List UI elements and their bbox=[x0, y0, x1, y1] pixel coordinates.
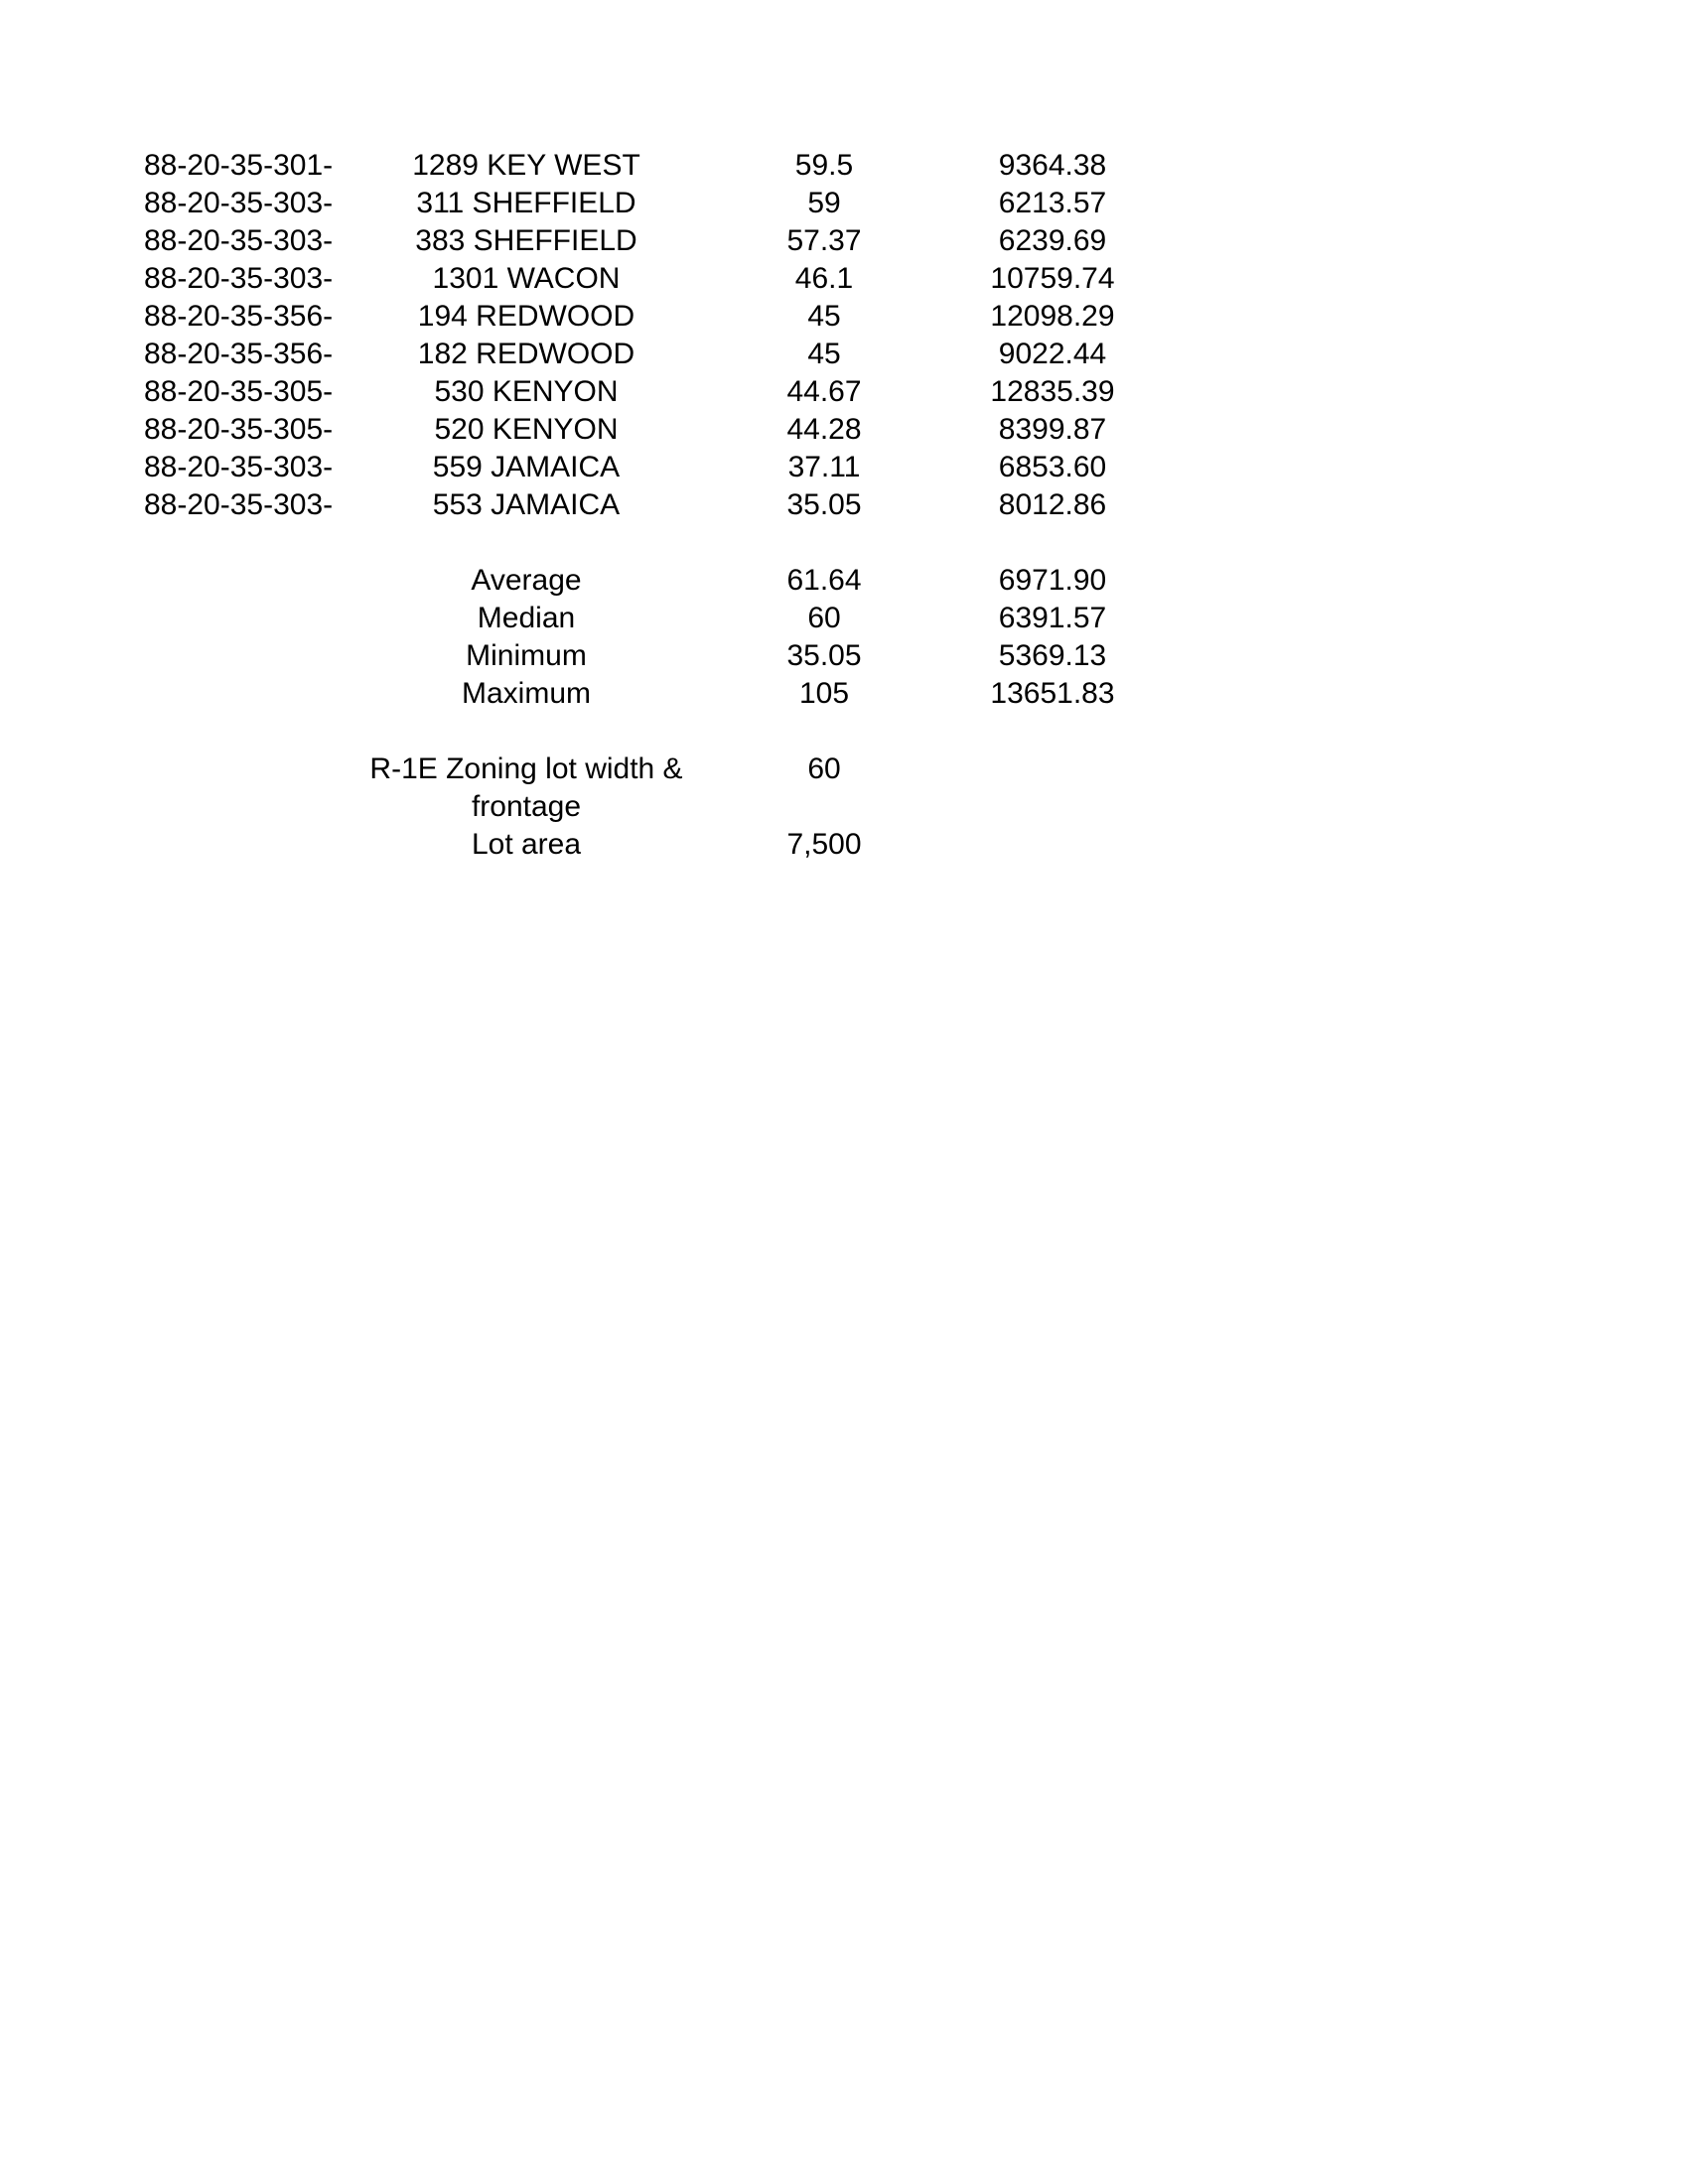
parcel-address: 182 REDWOOD bbox=[417, 338, 635, 370]
parcel-id: 88-20-35-356- bbox=[144, 338, 334, 370]
parcel-id: 88-20-35-303- bbox=[144, 187, 334, 219]
zoning-lot-area-row bbox=[0, 826, 1688, 864]
summary-row bbox=[0, 600, 1688, 637]
table-row bbox=[0, 298, 1688, 336]
table-row bbox=[0, 222, 1688, 260]
lot-area: 6853.60 bbox=[998, 451, 1107, 483]
parcel-address: 530 KENYON bbox=[434, 375, 619, 408]
table-row bbox=[0, 373, 1688, 411]
lot-width: 35.05 bbox=[786, 488, 862, 521]
lot-width: 45 bbox=[807, 338, 841, 370]
parcel-id: 88-20-35-303- bbox=[144, 451, 334, 483]
parcel-address: 559 JAMAICA bbox=[432, 451, 621, 483]
parcel-id: 88-20-35-305- bbox=[144, 413, 334, 446]
lot-width: 44.67 bbox=[786, 375, 862, 408]
lot-area: 12835.39 bbox=[990, 375, 1115, 408]
spacer-row bbox=[0, 524, 1688, 562]
summary-area: 6391.57 bbox=[998, 602, 1107, 634]
lot-width: 37.11 bbox=[787, 451, 861, 483]
summary-row bbox=[0, 562, 1688, 600]
parcel-address: 520 KENYON bbox=[434, 413, 619, 446]
summary-label: Maximum bbox=[461, 677, 591, 710]
table-row bbox=[0, 336, 1688, 373]
parcel-id: 88-20-35-356- bbox=[144, 300, 334, 333]
summary-area: 13651.83 bbox=[990, 677, 1115, 710]
spreadsheet-page bbox=[0, 147, 1688, 864]
parcel-id: 88-20-35-301- bbox=[144, 149, 334, 182]
lot-area: 12098.29 bbox=[990, 300, 1115, 333]
zoning-lot-area-value: 7,500 bbox=[786, 828, 862, 861]
zoning-lot-area-label: Lot area bbox=[471, 828, 582, 861]
lot-area: 9364.38 bbox=[998, 149, 1107, 182]
lot-width: 59.5 bbox=[794, 149, 854, 182]
parcel-address: 311 SHEFFIELD bbox=[416, 187, 636, 219]
summary-row bbox=[0, 675, 1688, 713]
lot-area: 10759.74 bbox=[990, 262, 1115, 295]
parcel-id: 88-20-35-305- bbox=[144, 375, 334, 408]
summary-label: Average bbox=[471, 564, 582, 597]
parcel-address: 1301 WACON bbox=[432, 262, 621, 295]
summary-width: 105 bbox=[798, 677, 850, 710]
table-row bbox=[0, 486, 1688, 524]
lot-width: 46.1 bbox=[794, 262, 854, 295]
summary-label: Minimum bbox=[466, 639, 587, 672]
summary-width: 61.64 bbox=[786, 564, 862, 597]
zoning-lot-width-value: 60 bbox=[807, 752, 841, 785]
parcel-id: 88-20-35-303- bbox=[144, 488, 334, 521]
parcel-id: 88-20-35-303- bbox=[144, 224, 334, 257]
lot-area: 8399.87 bbox=[998, 413, 1107, 446]
summary-area: 5369.13 bbox=[998, 639, 1107, 672]
parcel-address: 1289 KEY WEST bbox=[412, 149, 640, 182]
summary-row bbox=[0, 637, 1688, 675]
table-row bbox=[0, 147, 1688, 185]
table-row bbox=[0, 411, 1688, 449]
summary-area: 6971.90 bbox=[998, 564, 1107, 597]
table-row bbox=[0, 449, 1688, 486]
spacer-row bbox=[0, 713, 1688, 751]
zoning-lot-width-label: R-1E Zoning lot width & frontage bbox=[369, 752, 683, 823]
lot-area: 6239.69 bbox=[998, 224, 1107, 257]
lot-area: 9022.44 bbox=[998, 338, 1107, 370]
parcel-address: 383 SHEFFIELD bbox=[415, 224, 637, 257]
summary-width: 35.05 bbox=[786, 639, 862, 672]
lot-area: 8012.86 bbox=[998, 488, 1107, 521]
lot-width: 59 bbox=[807, 187, 841, 219]
summary-width: 60 bbox=[807, 602, 841, 634]
lot-width: 57.37 bbox=[786, 224, 862, 257]
lot-width: 45 bbox=[807, 300, 841, 333]
parcel-address: 553 JAMAICA bbox=[432, 488, 621, 521]
zoning-lot-width-row bbox=[0, 751, 1688, 826]
lot-width: 44.28 bbox=[786, 413, 862, 446]
parcel-id: 88-20-35-303- bbox=[144, 262, 334, 295]
lot-area: 6213.57 bbox=[998, 187, 1107, 219]
summary-label: Median bbox=[477, 602, 576, 634]
table-row bbox=[0, 260, 1688, 298]
table-row bbox=[0, 185, 1688, 222]
parcel-address: 194 REDWOOD bbox=[417, 300, 635, 333]
